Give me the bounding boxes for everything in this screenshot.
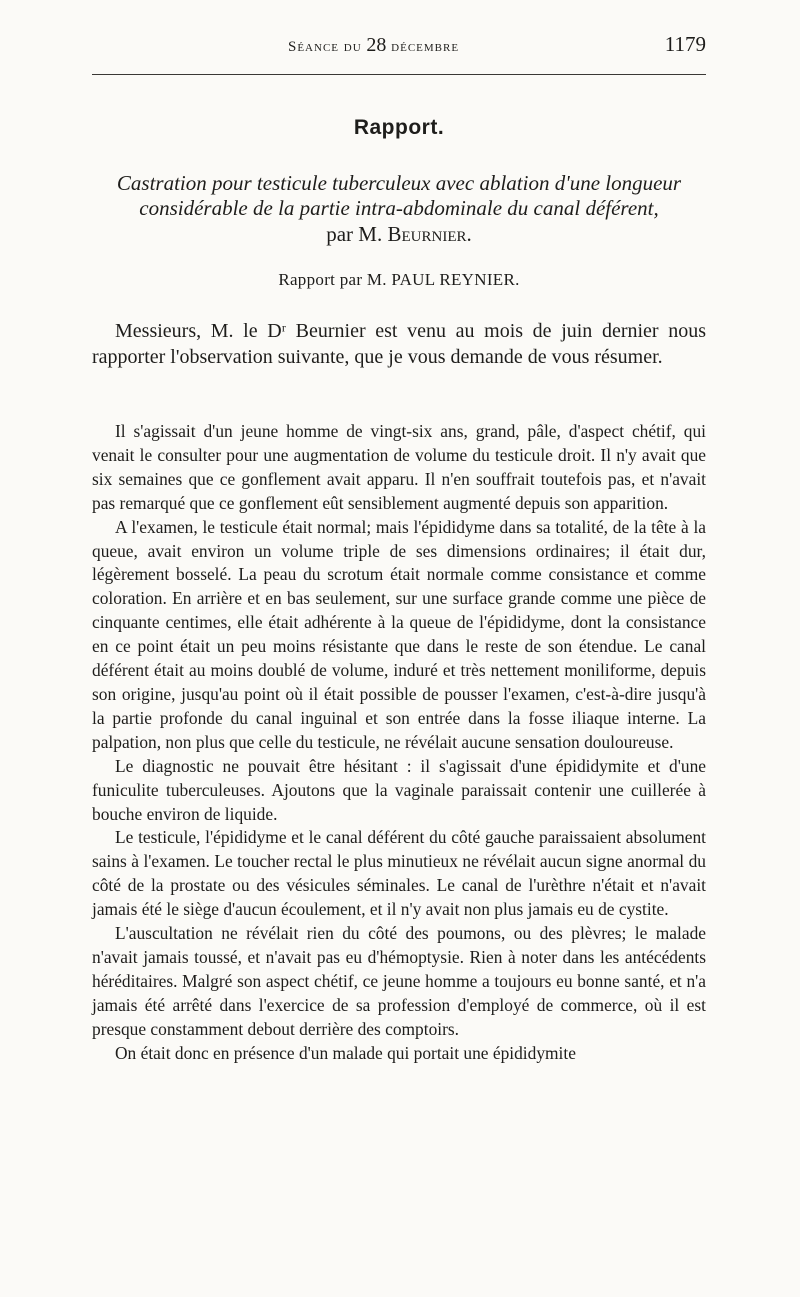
running-title-prefix: Séance du bbox=[288, 39, 367, 55]
paragraph: Il s'agissait d'un jeune homme de vingt-six ans, grand, pâle, d'aspect chétif, qui venait le consulter pour une augmentation de volume du testicule droit. Il n'y avait que six semaines que ce gonflement avait apparu. Il n'en souffrait toutefois pas, et n'avait pas remarqué que ce gonflement eût sensiblement augmenté depuis son apparition. bbox=[92, 421, 706, 513]
running-header bbox=[92, 34, 706, 58]
paragraph: L'auscultation ne révélait rien du côté des poumons, ou des plèvres; le malade n'avait jamais toussé, et n'avait pas eu d'hémoptysie. Rien à noter dans les antécédents héréditaires. Malgré son aspect chétif, ce jeune homme a toujours eu bonne santé, et n'a jamais été arrêté dans l'exercice de sa profession d'employé de commerce, où il est presque constamment debout derrière des comptoirs. bbox=[92, 923, 706, 1039]
section-title: Rapport. bbox=[353, 116, 445, 139]
header-divider bbox=[92, 74, 706, 75]
running-title-day: 28 bbox=[366, 34, 387, 56]
author-name: Beurnier. bbox=[387, 222, 472, 246]
intro-block bbox=[92, 318, 706, 370]
byline bbox=[92, 222, 706, 247]
running-title bbox=[288, 34, 459, 57]
article-title bbox=[92, 171, 706, 221]
paragraph: Le testicule, l'épididyme et le canal déférent du côté gauche paraissaient absolument sains à l'examen. Le toucher rectal le plus minutieux ne révélait aucun signe anormal du côté de la prostate ou des vésicules séminales. Le canal de l'urèthre n'était et n'avait jamais été le siège d'aucun écoulement, et il n'y avait non plus jamais eu de cystite. bbox=[92, 827, 706, 920]
body-text bbox=[92, 420, 706, 1065]
article-title-line-1: Castration pour testicule tuberculeux avec ablation d'une longueur bbox=[116, 171, 682, 195]
paragraph: On était donc en présence d'un malade qui portait une épididymite bbox=[115, 1042, 576, 1063]
page-number: 1179 bbox=[664, 32, 706, 56]
byline-prefix: par M. bbox=[326, 222, 388, 246]
paragraph: Le diagnostic ne pouvait être hésitant : il s'agissait d'une épididymite et d'une funiculite tuberculeuses. Ajoutons que la vaginale paraissait contenir une cuillerée à bouche environ de liquide. bbox=[92, 755, 706, 824]
paragraph: A l'examen, le testicule était normal; mais l'épididyme dans sa totalité, de la tête à la queue, avait environ un volume triple de ses dimensions ordinaires; il était dur, légèrement bosselé. La peau du scrotum était normale comme consistance et comme coloration. En arrière et en bas seulement, sur une surface grande comme une pièce de cinquante centimes, elle était adhérente à la queue de l'épididyme, dont la consistance en ce point était un peu moins résistante que dans le reste de son étendue. Le canal déférent était au moins doublé de volume, induré et très nettement moniliforme, depuis son origine, jusqu'au point où il était possible de pousser l'examen, c'est-à-dire jusqu'à la partie profonde du canal inguinal et son entrée dans la fosse iliaque interne. La palpation, non plus que celle du testicule, ne révélait aucune sensation douloureuse. bbox=[92, 516, 706, 752]
article-title-line-2: considérable de la partie intra-abdominale du canal déférent, bbox=[139, 196, 659, 220]
intro-paragraph: Messieurs, M. le Dʳ Beurnier est venu au mois de juin dernier nous rapporter l'observation suivante, que je vous demande de vous résumer. bbox=[92, 320, 706, 368]
running-title-suffix: décembre bbox=[386, 39, 460, 55]
reporter-line: Rapport par M. PAUL REYNIER. bbox=[278, 270, 520, 289]
